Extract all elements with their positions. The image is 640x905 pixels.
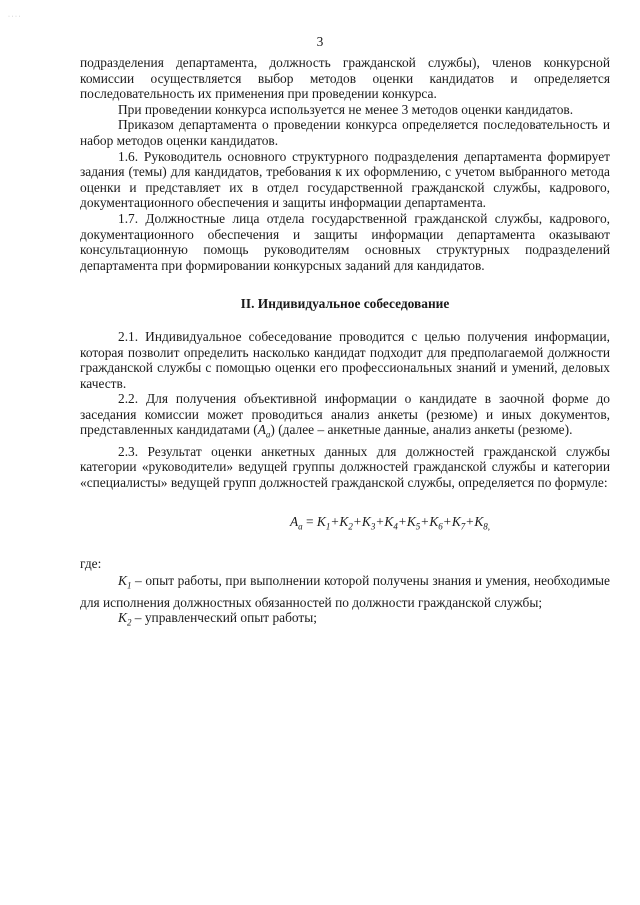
paragraph-2-3: 2.3. Результат оценки анкетных данных для должностей гражданской службы категории «руководители» ведущей группы должностей гражданской службы и категории «специалисты» ведущей групп должностей гражданской службы, определяется по формуле:: [80, 443, 610, 490]
where-label: где:: [80, 555, 102, 571]
paragraph-methods-count: При проведении конкурса используется не менее 3 методов оценки кандидатов.: [118, 101, 574, 117]
formula-terms: $K_1+K_2+K_3+K_4+K_5+K_6+K_7+K_{8,}$: [316, 513, 490, 532]
paragraph-continued: подразделения департамента, должность гражданской службы), членов конкурсной комиссии осуществляется выбор методов оценки кандидатов и определяется последовательность их применения при проведении конкурса.: [80, 55, 610, 102]
paragraph-2-2: 2.2. Для получения объективной информации о кандидате в заочной форме до заседания комиссии может проводиться анализ анкеты (резюме) и иных документов, представленных кандидатами $(A_a)$ (далее – анкетные данные, анализ анкеты (резюме).: [80, 391, 610, 441]
paragraph-1-7: 1.7. Должностные лица отдела государственной гражданской службы, кадрового, документационного обеспечения и защиты информации департамента оказывают консультационную помощь руководителям основных структурных подразделений департамента при формировании конкурсных заданий для кандидатов.: [80, 210, 610, 273]
formula: $A_a = K_1+K_2+K_3+K_4+K_5+K_6+K_7+K_{8,}$: [289, 513, 490, 532]
paragraph-2-1: 2.1. Индивидуальное собеседование проводится с целью получения информации, которая позволит определить насколько кандидат подходит для предполагаемой должности гражданской службы с помощью оценки его профессиональных знаний и умений, деловых качеств.: [80, 328, 610, 391]
document-body: [80, 55, 610, 632]
k1-definition: $K_1$ – опыт работы, при выполнении которой получены знания и умения, необходимые для исполнения должностных обязанностей по должности гражданской службы;: [80, 573, 610, 610]
scan-mark: · · · ·: [8, 14, 21, 20]
paragraph-1-6: 1.6. Руководитель основного структурного подразделения департамента формирует задания (темы) для кандидатов, требования к их оформлению, с учетом выбранного метода оценки и представляет их в отдел государственной гражданской службы, кадрового, документационного обеспечения и защиты информации департамента.: [80, 148, 610, 211]
page-number: 3: [316, 34, 324, 49]
paragraph-order: Приказом департамента о проведении конкурса определяется последовательность и набор методов оценки кандидатов.: [80, 117, 610, 148]
k2-definition: $K_2$ – управленческий опыт работы;: [118, 610, 318, 628]
section-title: II. Индивидуальное собеседование: [240, 296, 450, 312]
